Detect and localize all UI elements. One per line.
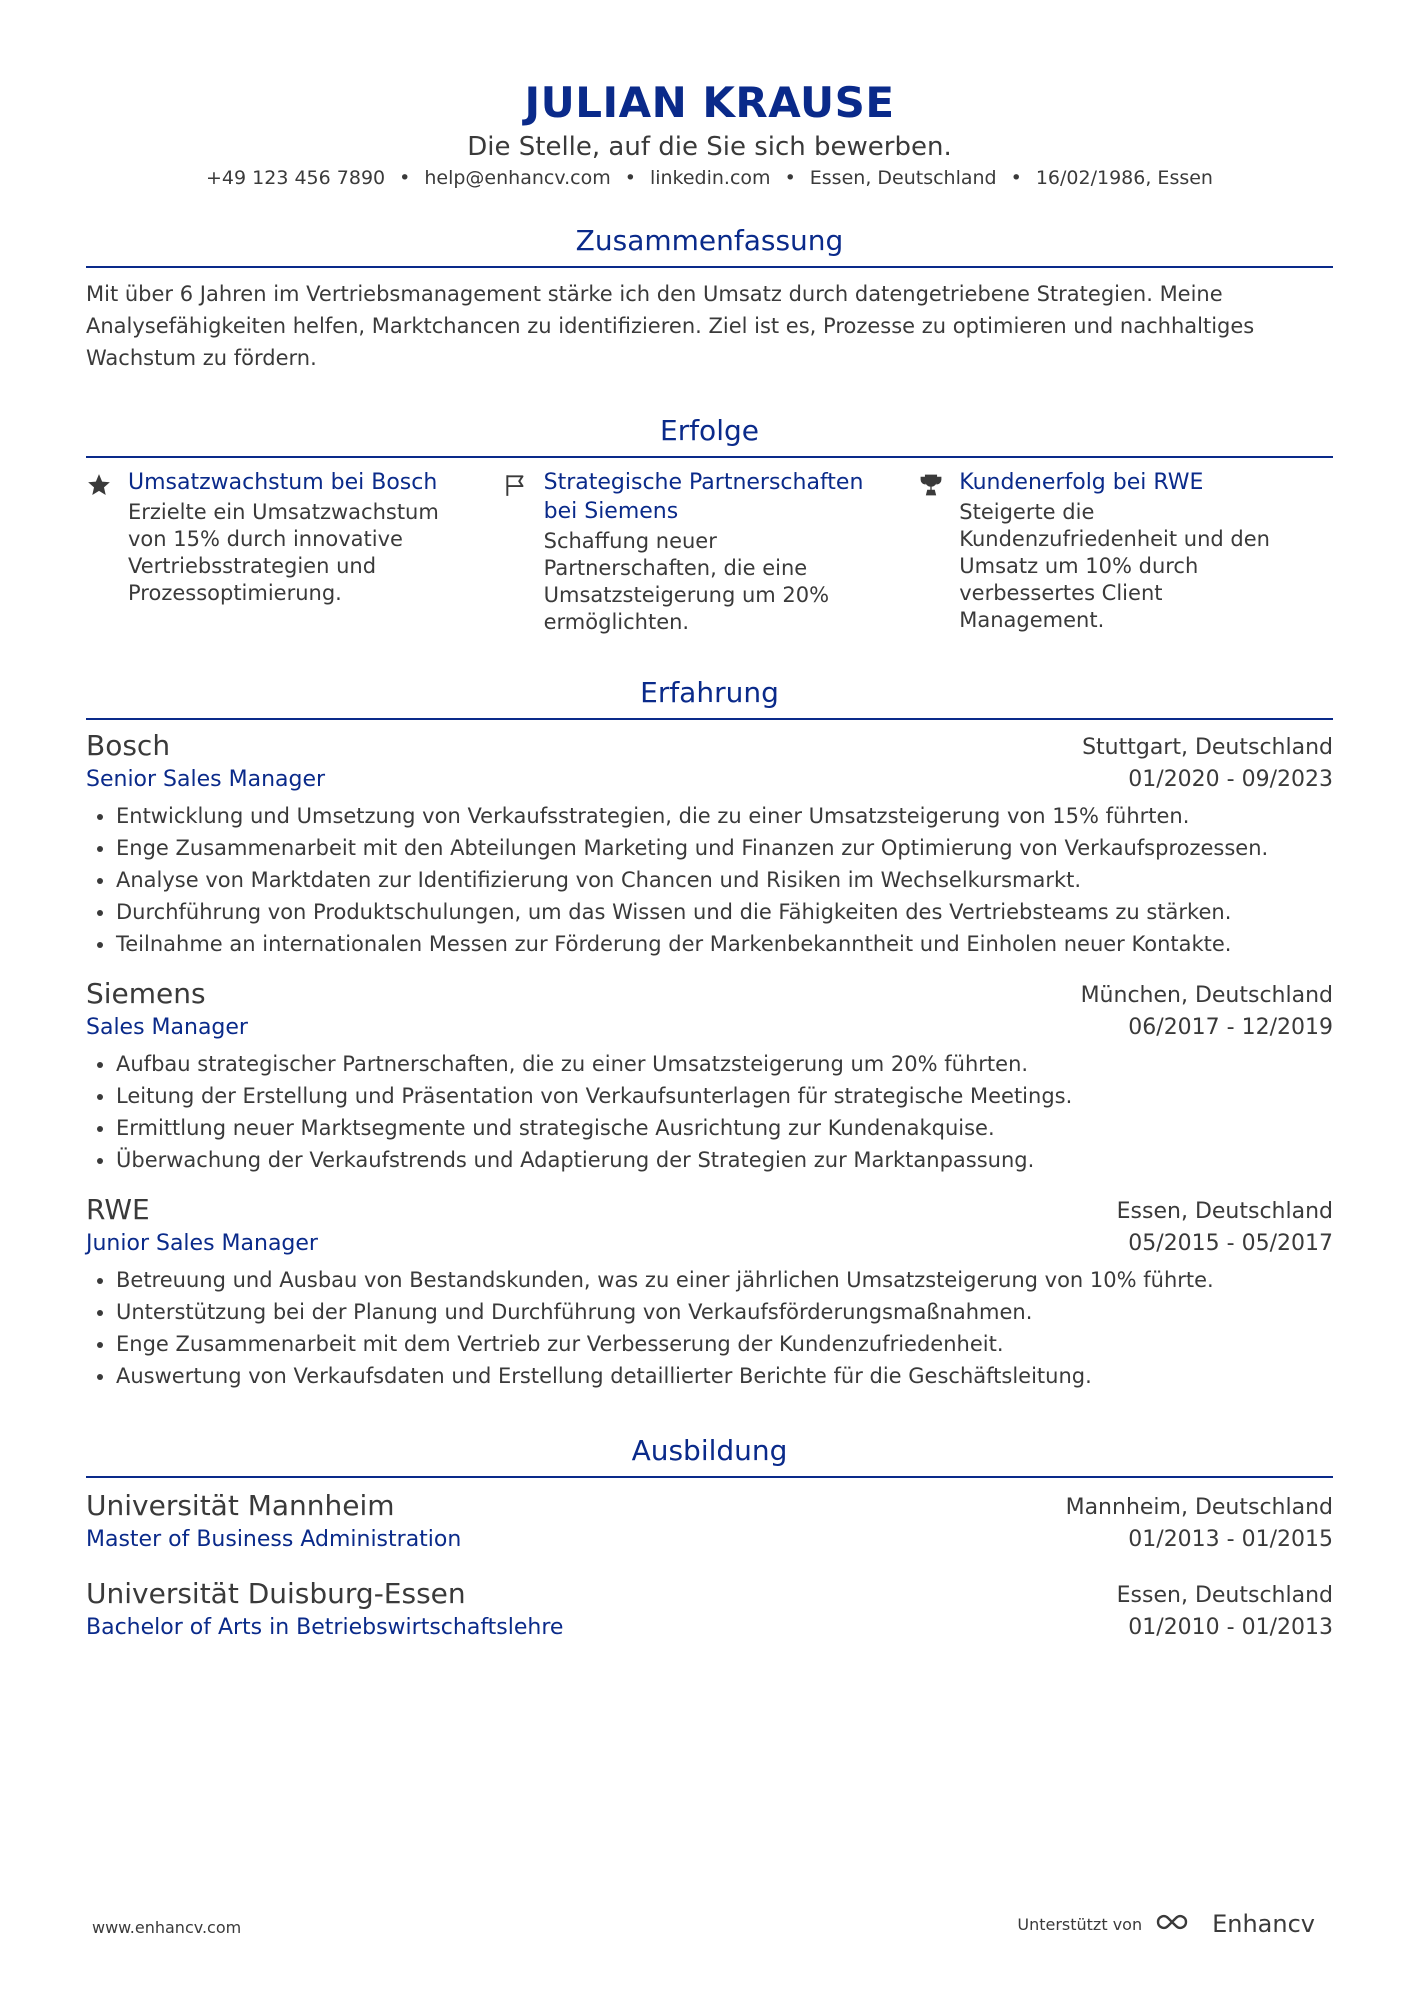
job-dates: 06/2017 - 12/2019 <box>1128 1015 1333 1040</box>
job-entry <box>86 976 1333 1176</box>
education-dates: 01/2013 - 01/2015 <box>1128 1527 1333 1552</box>
job-dates: 01/2020 - 09/2023 <box>1128 767 1333 792</box>
candidate-name: JULIAN KRAUSE <box>524 78 895 127</box>
job-bullets <box>86 1264 1333 1392</box>
company-name: Bosch <box>86 729 171 762</box>
education-entry <box>86 1488 1333 1556</box>
bullet: • Durchführung von Produktschulungen, um das Wissen und die Fähigkeiten des Vertriebsteams zu stärken. <box>116 896 1333 928</box>
achievement-item <box>86 468 502 636</box>
bullet: • Unterstützung bei der Planung und Durchführung von Verkaufsförderungsmaßnahmen. <box>116 1296 1333 1328</box>
bullet: • Betreuung und Ausbau von Bestandskunden, was zu einer jährlichen Umsatzsteigerung von 10% führte. <box>116 1264 1333 1296</box>
school-location: Essen, Deutschland <box>1116 1583 1333 1608</box>
email: help@enhancv.com <box>424 167 611 189</box>
achievement-title: Kundenerfolg bei RWE <box>959 470 1204 495</box>
company-name: RWE <box>86 1193 150 1226</box>
phone: +49 123 456 7890 <box>206 167 386 189</box>
bullet: • Auswertung von Verkaufsdaten und Erstellung detaillierter Berichte für die Geschäftsleitung. <box>116 1360 1333 1392</box>
school-name: Universität Duisburg-Essen <box>86 1577 466 1610</box>
footer-website[interactable]: www.enhancv.com <box>92 1918 242 1937</box>
brand-name: Enhancv <box>1212 1910 1315 1938</box>
bullet: • Analyse von Marktdaten zur Identifizierung von Chancen und Risiken im Wechselkursmarkt. <box>116 864 1333 896</box>
target-role: Die Stelle, auf die Sie sich bewerben. <box>467 132 952 162</box>
job-entry <box>86 1192 1333 1392</box>
section-title-achievements: Erfolge <box>86 412 1333 458</box>
achievement-title: Strategische Partnerschaften bei Siemens <box>543 470 864 524</box>
job-location: Stuttgart, Deutschland <box>1082 735 1333 760</box>
achievements-section <box>86 412 1333 636</box>
star-icon <box>86 468 128 636</box>
job-dates: 05/2015 - 05/2017 <box>1128 1231 1333 1256</box>
bullet: • Ermittlung neuer Marktsegmente und strategische Ausrichtung zur Kundenakquise. <box>116 1112 1333 1144</box>
summary-section <box>86 222 1333 374</box>
bullet: • Aufbau strategischer Partnerschaften, die zu einer Umsatzsteigerung um 20% führten. <box>116 1048 1333 1080</box>
bullet: • Enge Zusammenarbeit mit dem Vertrieb zur Verbesserung der Kundenzufriedenheit. <box>116 1328 1333 1360</box>
job-entry <box>86 728 1333 960</box>
section-title-education: Ausbildung <box>86 1432 1333 1478</box>
bullet: • Überwachung der Verkaufstrends und Adaptierung der Strategien zur Marktanpassung. <box>116 1144 1333 1176</box>
job-position: Sales Manager <box>86 1015 248 1040</box>
bullet: • Entwicklung und Umsetzung von Verkaufsstrategien, die zu einer Umsatzsteigerung von 15% führten. <box>116 800 1333 832</box>
job-location: München, Deutschland <box>1080 983 1333 1008</box>
resume-page <box>86 0 1333 1644</box>
achievement-desc: Steigerte die Kundenzufriedenheit und den Umsatz um 10% durch verbessertes Client Management. <box>959 500 1270 632</box>
linkedin: linkedin.com <box>649 167 771 189</box>
achievement-item <box>917 468 1333 636</box>
company-name: Siemens <box>86 977 206 1010</box>
achievement-desc: Erzielte ein Umsatzwachstum von 15% durch innovative Vertriebsstrategien und Prozessoptimierung. <box>128 500 439 605</box>
achievement-title: Umsatzwachstum bei Bosch <box>128 470 438 495</box>
enhancv-logo-icon <box>1154 1910 1200 1938</box>
bullet: • Teilnahme an internationalen Messen zur Förderung der Markenbekanntheit und Einholen neuer Kontakte. <box>116 928 1333 960</box>
summary-text: Mit über 6 Jahren im Vertriebsmanagement stärke ich den Umsatz durch datengetriebene Strategien. Meine Analysefähigkeiten helfen, Marktchancen zu identifizieren. Ziel ist es, Prozesse zu optimieren und nachhaltiges Wachstum zu fördern. <box>86 282 1255 370</box>
education-section <box>86 1432 1333 1644</box>
bullet: • Enge Zusammenarbeit mit den Abteilungen Marketing und Finanzen zur Optimierung von Verkaufsprozessen. <box>116 832 1333 864</box>
job-bullets <box>86 1048 1333 1176</box>
job-bullets <box>86 800 1333 960</box>
school-name: Universität Mannheim <box>86 1489 395 1522</box>
flag-icon <box>502 468 544 636</box>
bullet: • Leitung der Erstellung und Präsentation von Verkaufsunterlagen für strategische Meetings. <box>116 1080 1333 1112</box>
job-location: Essen, Deutschland <box>1116 1199 1333 1224</box>
degree: Bachelor of Arts in Betriebswirtschaftslehre <box>86 1615 564 1640</box>
job-position: Junior Sales Manager <box>86 1231 318 1256</box>
location: Essen, Deutschland <box>809 167 997 189</box>
school-location: Mannheim, Deutschland <box>1065 1495 1333 1520</box>
education-entry <box>86 1576 1333 1644</box>
contact-line: +49 123 456 7890 • help@enhancv.com • linkedin.com • Essen, Deutschland • 16/02/1986, Essen <box>206 167 1213 189</box>
section-title-summary: Zusammenfassung <box>86 222 1333 268</box>
footer-branding <box>1017 1910 1315 1938</box>
experience-section <box>86 674 1333 1392</box>
degree: Master of Business Administration <box>86 1527 462 1552</box>
achievement-item <box>502 468 918 636</box>
achievement-desc: Schaffung neuer Partnerschaften, die eine Umsatzsteigerung um 20% ermöglichten. <box>543 529 830 634</box>
education-dates: 01/2010 - 01/2013 <box>1128 1615 1333 1640</box>
section-title-experience: Erfahrung <box>86 674 1333 720</box>
powered-by-label: Unterstützt von <box>1017 1914 1143 1934</box>
job-position: Senior Sales Manager <box>86 767 326 792</box>
trophy-icon <box>917 468 959 636</box>
birth-info: 16/02/1986, Essen <box>1035 167 1213 189</box>
